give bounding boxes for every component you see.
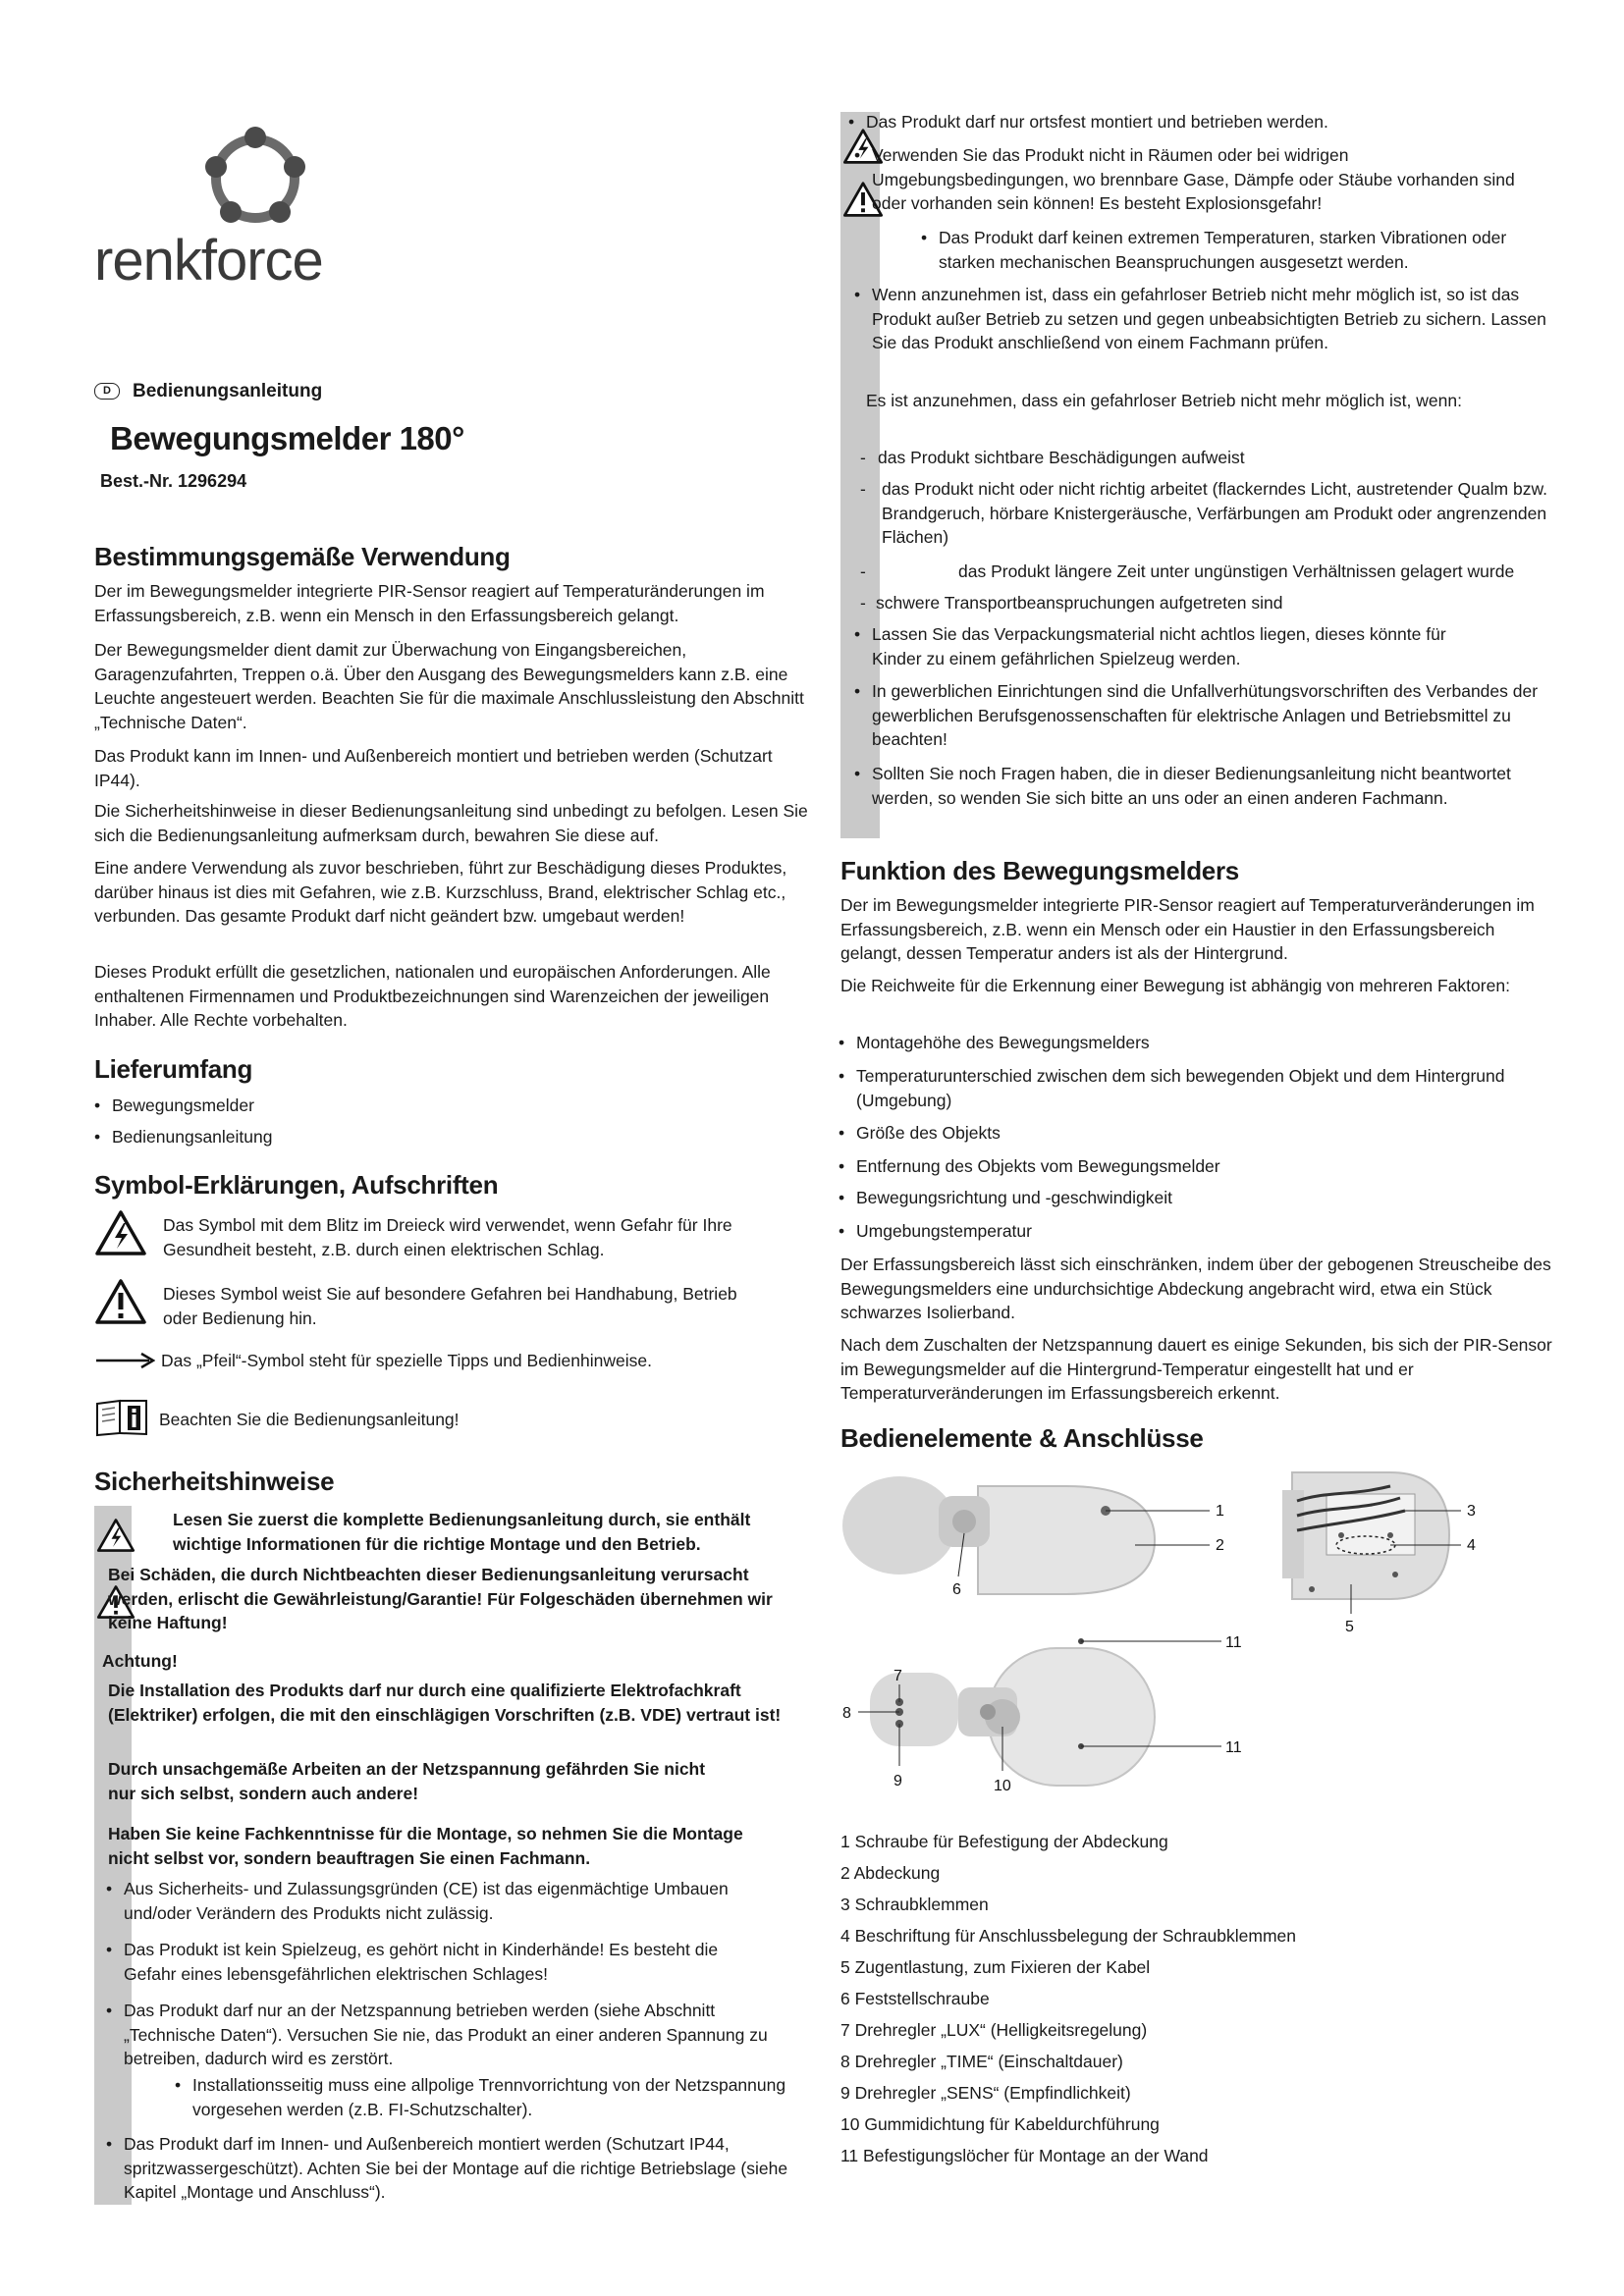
list-item: • Wenn anzunehmen ist, dass ein gefahrloser Betrieb nicht mehr möglich ist, so ist das Produkt außer Betrieb zu setzen und gegen unbeabsichtigten Betrieb zu sichern. Lassen Sie das Produkt anschließend von einem Fachmann prüfen. [872, 283, 1549, 355]
symbols-heading: Symbol-Erklärungen, Aufschriften [94, 1170, 499, 1200]
callout-label: 4 [1467, 1537, 1476, 1554]
device-front-photo [842, 1476, 1155, 1594]
function-p1: Der im Bewegungsmelder integrierte PIR-Sensor reagiert auf Temperaturveränderungen im Erfassungsbereich, z.B. wenn ein Mensch oder ein Haustier in den Erfassungsbereich gelangt, dessen Temperatur anders ist als der Hintergrund. [840, 895, 1535, 963]
intended-use-p1: Der im Bewegungsmelder integrierte PIR-Sensor reagiert auf Temperaturänderungen im Erfassungsbereich, z.B. wenn ein Mensch in den Erfassungsbereich gelangt. [94, 581, 765, 625]
function-p2: Die Reichweite für die Erkennung einer Bewegung ist abhängig von mehreren Faktoren: [840, 976, 1510, 995]
list-item: • Aus Sicherheits- und Zulassungsgründen (CE) ist das eigenmächtige Umbauen und/oder Verändern des Produkts nicht zulässig. [124, 1877, 732, 1925]
exclamation-warning-icon [94, 1278, 147, 1325]
list-item: 9 Drehregler „SENS“ (Empfindlichkeit) [840, 2083, 1131, 2103]
symbol-manual-text: Beachten Sie die Bedienungsanleitung! [159, 1410, 460, 1429]
dash-marker: - [860, 561, 866, 581]
callout-label: 9 [893, 1773, 902, 1789]
list-item: • Bewegungsmelder [112, 1094, 254, 1118]
brand-name: renkforce [94, 229, 323, 293]
list-item: • Montagehöhe des Bewegungsmelders [856, 1031, 1543, 1055]
list-item: • Installationsseitig muss eine allpolige Trennvorrichtung von der Netzspannung vorgesehen werden (z.B. FI-Schutzschalter). [192, 2073, 801, 2121]
list-item: • Das Produkt darf im Innen- und Außenbereich montiert werden (Schutzart IP44, spritzwassergeschützt). Achten Sie bei der Montage auf die richtige Betriebslage (siehe Kapitel „Montage und Anschluss“). [124, 2132, 801, 2205]
page-title: Bewegungsmelder 180° [110, 420, 464, 456]
intended-use-p5: Eine andere Verwendung als zuvor beschrieben, führt zur Beschädigung dieses Produktes, darüber hinaus ist dies mit Gefahren, wie z.B. Kurzschluss, Brand, elektrischer Schlag etc., verbunden. Das gesamte Produkt darf nicht geändert bzw. umgebaut werden! [94, 858, 787, 926]
arrow-icon [94, 1351, 155, 1370]
function-p3: Der Erfassungsbereich lässt sich einschränken, indem über der gebogenen Streuscheibe des Bewegungsmelders eine undurchsichtige Abdeckung angebracht wird, etwa ein Stück schwarzes Isolierband. [840, 1255, 1551, 1322]
safety-bold-3: Die Installation des Produkts darf nur durch eine qualifizierte Elektrofachkraft (Elektriker) erfolgen, die mit den einschlägigen Vorschriften (z.B. VDE) vertraut ist! [108, 1681, 782, 1725]
safety-bold-4: Durch unsachgemäße Arbeiten an der Netzspannung gefährden Sie nicht nur sich selbst, sondern auch andere! [108, 1759, 706, 1803]
list-item: • Das Produkt darf nur ortsfest montiert und betrieben werden. [866, 110, 1553, 134]
list-item: • Verwenden Sie das Produkt nicht in Räumen oder bei widrigen Umgebungsbedingungen, wo brennbare Gase, Dämpfe oder Stäube vorhanden sind oder vorhanden sein können! Es besteht Explosionsgefahr! [872, 143, 1549, 216]
safety-heading: Sicherheitshinweise [94, 1467, 335, 1496]
list-item: 3 Schraubklemmen [840, 1895, 989, 1914]
lightning-warning-icon [96, 1518, 135, 1553]
list-item: • In gewerblichen Einrichtungen sind die Unfallverhütungsvorschriften des Verbandes der gewerblichen Berufsgenossenschaften für elektrische Anlagen und Betriebsmittel zu beachten! [872, 679, 1549, 752]
list-item: • Sollten Sie noch Fragen haben, die in dieser Bedienungsanleitung nicht beantwortet werden, so wenden Sie sich bitte an uns oder an einen anderen Fachmann. [872, 762, 1549, 810]
assume-intro: Es ist anzunehmen, dass ein gefahrloser Betrieb nicht mehr möglich ist, wenn: [866, 391, 1462, 410]
callout-label: 11 [1225, 1739, 1242, 1756]
device-back-photo [870, 1638, 1155, 1786]
language-badge: D [94, 383, 120, 400]
device-diagram [840, 1467, 1557, 1820]
list-item: • Größe des Objekts [856, 1121, 1543, 1146]
function-p4: Nach dem Zuschalten der Netzspannung dauert es einige Sekunden, bis sich der PIR-Sensor im Bewegungsmelder auf die Hintergrund-Temperatur eingestellt hat und er Temperaturveränderungen im Erfassungsbereich erkennt. [840, 1335, 1552, 1403]
list-item: 1 Schraube für Befestigung der Abdeckung [840, 1832, 1168, 1851]
list-item: • Temperaturunterschied zwischen dem sich bewegenden Objekt und dem Hintergrund (Umgebung) [856, 1064, 1543, 1112]
list-item: das Produkt nicht oder nicht richtig arbeitet (flackerndes Licht, austretender Qualm bzw. Brandgeruch, hörbare Knistergeräusche, Verfärbungen am Produkt oder angrenzenden Flächen) [882, 479, 1547, 547]
list-item: das Produkt längere Zeit unter ungünstigen Verhältnissen gelagert wurde [958, 561, 1515, 581]
list-item: 6 Feststellschraube [840, 1989, 990, 2008]
symbol-arrow-text: Das „Pfeil“-Symbol steht für spezielle Tipps und Bedienhinweise. [161, 1351, 652, 1370]
list-item: schwere Transportbeanspruchungen aufgetreten sind [876, 593, 1283, 613]
manual-book-icon [94, 1398, 149, 1437]
function-heading: Funktion des Bewegungsmelders [840, 856, 1239, 885]
callout-label: 6 [952, 1581, 961, 1598]
list-item: • Bedienungsanleitung [112, 1125, 272, 1149]
callout-label: 8 [842, 1705, 851, 1722]
terminal-block-photo [1282, 1472, 1449, 1599]
manual-label: Bedienungsanleitung [133, 381, 323, 401]
list-item: 8 Drehregler „TIME“ (Einschaltdauer) [840, 2052, 1123, 2071]
safety-bold-5: Haben Sie keine Fachkenntnisse für die Montage, so nehmen Sie die Montage nicht selbst vor, sondern beauftragen Sie einen Fachmann. [108, 1824, 743, 1868]
intended-use-heading: Bestimmungsgemäße Verwendung [94, 542, 511, 571]
callout-label: 1 [1216, 1503, 1224, 1520]
list-item: 7 Drehregler „LUX“ (Helligkeitsregelung) [840, 2020, 1148, 2040]
list-item: 10 Gummidichtung für Kabeldurchführung [840, 2114, 1160, 2134]
dash-marker: - [860, 448, 866, 467]
callout-label: 11 [1225, 1634, 1242, 1651]
callout-label: 3 [1467, 1503, 1476, 1520]
dash-marker: - [860, 593, 866, 613]
callout-label: 2 [1216, 1537, 1224, 1554]
symbol-exclamation-text: Dieses Symbol weist Sie auf besondere Gefahren bei Handhabung, Betrieb oder Bedienung hin. [163, 1284, 737, 1328]
lightning-warning-icon [94, 1209, 147, 1256]
safety-bold-2: Bei Schäden, die durch Nichtbeachten dieser Bedienungsanleitung verursacht werden, erlischt die Gewährleistung/Garantie! Für Folgeschäden übernehmen wir keine Haftung! [108, 1565, 773, 1632]
list-item: 5 Zugentlastung, zum Fixieren der Kabel [840, 1957, 1151, 1977]
list-item: • Das Produkt darf nur an der Netzspannung betrieben werden (siehe Abschnitt „Technische Daten“). Versuchen Sie nie, das Produkt an einer anderen Spannung zu betreiben, dadurch wird es zerstört. [124, 1999, 801, 2071]
order-number: Best.-Nr. 1296294 [100, 471, 247, 491]
intended-use-p3: Das Produkt kann im Innen- und Außenbereich montiert und betrieben werden (Schutzart IP44). [94, 746, 773, 790]
list-item: das Produkt sichtbare Beschädigungen aufweist [878, 448, 1245, 467]
symbol-lightning-text: Das Symbol mit dem Blitz im Dreieck wird verwendet, wenn Gefahr für Ihre Gesundheit besteht, z.B. durch einen elektrischen Schlag. [163, 1215, 732, 1259]
controls-heading: Bedienelemente & Anschlüsse [840, 1423, 1204, 1453]
list-item: 4 Beschriftung für Anschlussbelegung der Schraubklemmen [840, 1926, 1297, 1946]
callout-label: 5 [1345, 1619, 1354, 1635]
list-item: • Lassen Sie das Verpackungsmaterial nicht achtlos liegen, dieses könnte für Kinder zu einem gefährlichen Spielzeug werden. [872, 622, 1481, 670]
intended-use-p6: Dieses Produkt erfüllt die gesetzlichen, nationalen und europäischen Anforderungen. Alle enthaltenen Firmennamen und Produktbezeichnungen sind Warenzeichen der jeweiligen Inhaber. Alle Rechte vorbehalten. [94, 962, 771, 1030]
list-item: 11 Befestigungslöcher für Montage an der Wand [840, 2146, 1209, 2165]
callout-label: 7 [893, 1668, 902, 1684]
renkforce-logo-icon [157, 118, 353, 226]
scope-heading: Lieferumfang [94, 1054, 253, 1084]
callout-label: 10 [994, 1778, 1011, 1794]
intended-use-p4: Die Sicherheitshinweise in dieser Bedienungsanleitung sind unbedingt zu befolgen. Lesen Sie sich die Bedienungsanleitung aufmerksam durch, bewahren Sie diese auf. [94, 801, 808, 845]
list-item: 2 Abdeckung [840, 1863, 941, 1883]
safety-attention: Achtung! [102, 1651, 178, 1671]
list-item: • Entfernung des Objekts vom Bewegungsmelder [856, 1154, 1543, 1179]
list-item: • Umgebungstemperatur [856, 1219, 1543, 1244]
list-item: • Das Produkt ist kein Spielzeug, es gehört nicht in Kinderhände! Es besteht die Gefahr eines lebensgefährlichen elektrischen Schlages! [124, 1938, 732, 1986]
list-item: • Bewegungsrichtung und -geschwindigkeit [856, 1186, 1543, 1210]
intended-use-p2: Der Bewegungsmelder dient damit zur Überwachung von Eingangsbereichen, Garagenzufahrten, Treppen o.ä. Über den Ausgang des Bewegungsmelders kann z.B. eine Leuchte angesteuert werden. Beachten Sie für die maximale Anschlussleistung den Abschnitt „Technische Daten“. [94, 640, 804, 732]
dash-marker: - [860, 479, 866, 499]
safety-bold-1: Lesen Sie zuerst die komplette Bedienungsanleitung durch, sie enthält wichtige Informationen für die richtige Montage und den Betrieb. [173, 1510, 751, 1554]
list-item: • Das Produkt darf keinen extremen Temperaturen, starken Vibrationen oder starken mechanischen Beanspruchungen ausgesetzt werden. [939, 226, 1547, 274]
